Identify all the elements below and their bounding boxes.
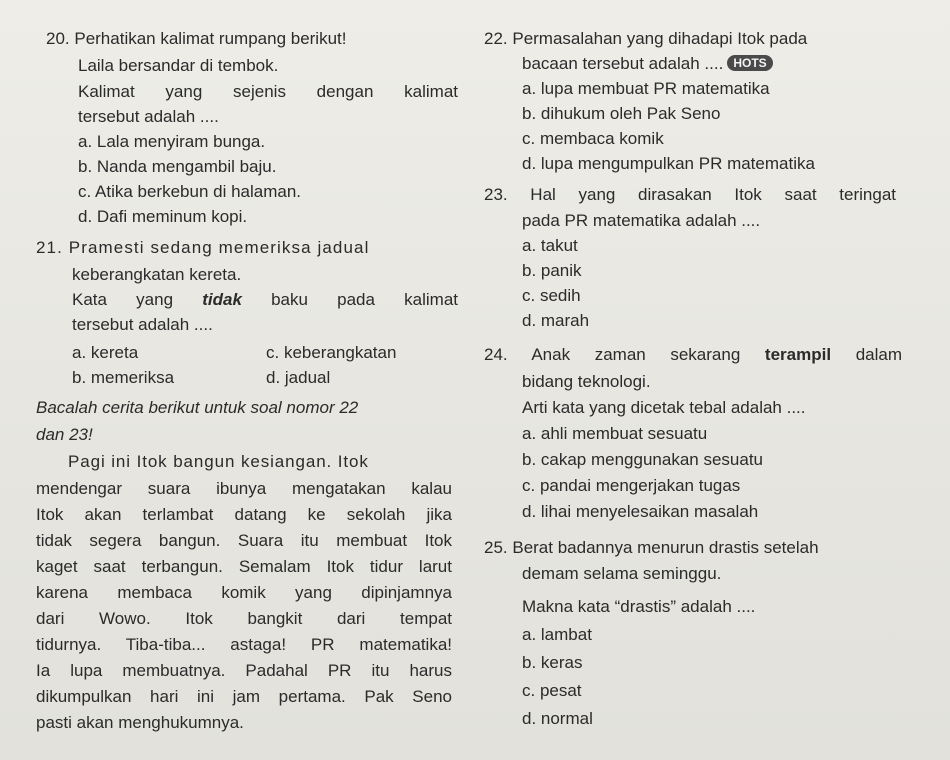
q22-line1: 22. Permasalahan yang dihadapi Itok pada bbox=[484, 29, 808, 48]
story-line: dari Wowo. Itok bangkit dari tempat bbox=[36, 609, 452, 628]
q20-option-a: a. Lala menyiram bunga. bbox=[78, 132, 266, 151]
story-instruction-line2: dan 23! bbox=[36, 425, 93, 444]
q25-line2: demam selama seminggu. bbox=[522, 564, 722, 583]
q21-option-d: d. jadual bbox=[266, 368, 331, 387]
q24-line2: bidang teknologi. bbox=[522, 372, 651, 391]
q24-option-b: b. cakap menggunakan sesuatu bbox=[522, 450, 764, 469]
q20-prompt-line2: tersebut adalah .... bbox=[78, 107, 219, 126]
q22-line2 bbox=[522, 53, 773, 75]
story-line: kaget saat terbangun. Semalam Itok tidur larut bbox=[36, 557, 452, 576]
q21-emphasis-word: tidak bbox=[202, 290, 242, 309]
q22-option-a: a. lupa membuat PR matematika bbox=[522, 79, 770, 98]
q24-line1 bbox=[484, 344, 902, 366]
story-line: dikumpulkan hari ini jam pertama. Pak Seno bbox=[36, 687, 452, 706]
story-instruction-line1: Bacalah cerita berikut untuk soal nomor 22 bbox=[36, 398, 359, 417]
q21-line1: 21. Pramesti sedang memeriksa jadual bbox=[36, 238, 370, 257]
q24-prompt: Arti kata yang dicetak tebal adalah .... bbox=[522, 398, 806, 417]
q25-prompt: Makna kata “drastis” adalah .... bbox=[522, 597, 756, 616]
q24-line1-post: dalam bbox=[831, 345, 902, 364]
q23-option-b: b. panik bbox=[522, 261, 582, 280]
q25-option-c: c. pesat bbox=[522, 681, 582, 700]
q20-option-d: d. Dafi meminum kopi. bbox=[78, 207, 248, 226]
story-line: pasti akan menghukumnya. bbox=[36, 713, 244, 732]
q21-line3-post: baku pada kalimat bbox=[241, 290, 459, 309]
q21-line3 bbox=[72, 289, 458, 311]
q21-option-a: a. kereta bbox=[72, 343, 139, 362]
story-line: Itok akan terlambat datang ke sekolah jika bbox=[36, 505, 452, 524]
q23-option-c: c. sedih bbox=[522, 286, 581, 305]
story-line: tidurnya. Tiba-tiba... astaga! PR matematika! bbox=[36, 635, 452, 654]
story-line: karena membaca komik yang dipinjamnya bbox=[36, 583, 452, 602]
q22-option-b: b. dihukum oleh Pak Seno bbox=[522, 104, 721, 123]
q23-line2: pada PR matematika adalah .... bbox=[522, 211, 761, 230]
q24-option-c: c. pandai mengerjakan tugas bbox=[522, 476, 741, 495]
q25-option-a: a. lambat bbox=[522, 625, 592, 644]
q21-line2: keberangkatan kereta. bbox=[72, 265, 242, 284]
q21-option-b: b. memeriksa bbox=[72, 368, 175, 387]
q22-line2-text: bacaan tersebut adalah .... bbox=[522, 54, 724, 73]
q20-stem: 20. Perhatikan kalimat rumpang berikut! bbox=[46, 29, 347, 48]
q22-option-c: c. membaca komik bbox=[522, 129, 664, 148]
story-line: mendengar suara ibunya mengatakan kalau bbox=[36, 479, 452, 498]
q23-option-d: d. marah bbox=[522, 311, 590, 330]
q20-sentence: Laila bersandar di tembok. bbox=[78, 56, 279, 75]
q21-line4: tersebut adalah .... bbox=[72, 315, 213, 334]
q20-option-b: b. Nanda mengambil baju. bbox=[78, 157, 277, 176]
q24-option-d: d. lihai menyelesaikan masalah bbox=[522, 502, 759, 521]
q21-line3-pre: Kata yang bbox=[72, 290, 203, 309]
q24-option-a: a. ahli membuat sesuatu bbox=[522, 424, 708, 443]
q24-bold-word: terampil bbox=[764, 345, 832, 364]
q25-option-b: b. keras bbox=[522, 653, 583, 672]
story-line: tidak segera bangun. Suara itu membuat Itok bbox=[36, 531, 452, 550]
story-line: Ia lupa membuatnya. Padahal PR itu harus bbox=[36, 661, 452, 680]
q21-option-c: c. keberangkatan bbox=[266, 343, 397, 362]
q20-option-c: c. Atika berkebun di halaman. bbox=[78, 182, 302, 201]
q25-option-d: d. normal bbox=[522, 709, 593, 728]
q25-line1: 25. Berat badannya menurun drastis setelah bbox=[484, 538, 819, 557]
q23-option-a: a. takut bbox=[522, 236, 578, 255]
q24-line1-pre: 24. Anak zaman sekarang bbox=[484, 345, 765, 364]
story-line: Pagi ini Itok bangun kesiangan. Itok bbox=[68, 452, 369, 471]
hots-badge: HOTS bbox=[727, 55, 772, 71]
q23-line1: 23. Hal yang dirasakan Itok saat teringat bbox=[484, 185, 896, 204]
q22-option-d: d. lupa mengumpulkan PR matematika bbox=[522, 154, 815, 173]
q20-prompt-line1: Kalimat yang sejenis dengan kalimat bbox=[78, 82, 458, 101]
